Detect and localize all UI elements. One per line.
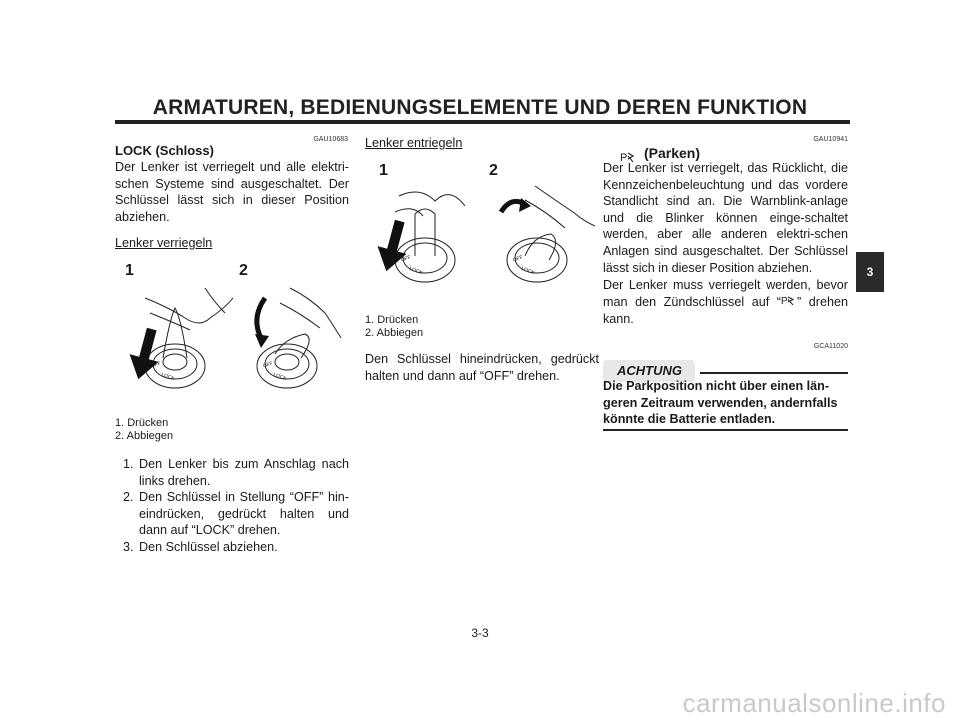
lock-steps-list [115, 456, 349, 556]
page-title: ARMATUREN, BEDIENUNGSELEMENTE UND DEREN FUNKTION [152, 96, 808, 119]
page-number: 3-3 [471, 626, 489, 640]
dial-label-lock: LOCK [408, 265, 424, 277]
reference-code: GAU10683 [313, 136, 348, 143]
reference-code: GAU10941 [813, 136, 848, 143]
reference-code: GCA11020 [813, 343, 848, 350]
figure-unlock-steering [365, 156, 599, 308]
dial-label-off: OFF [150, 360, 162, 370]
achtung-rule [700, 372, 848, 374]
section-heading-parken: (Parken) [644, 145, 701, 161]
dial-label-off: OFF [512, 254, 524, 264]
press-arrow [372, 217, 414, 275]
dial-label-lock: LOCK [160, 371, 176, 383]
ignition-switch-right [257, 288, 341, 388]
parking-icon [781, 294, 797, 311]
figure-caption: 1. Drücken [115, 417, 169, 429]
lock-description: Der Lenker ist verriegelt und alle elektri-schen Systeme sind ausgeschaltet. Der Schlüssel lässt sich in dieser Position abziehen. [115, 160, 349, 224]
unlock-description: Den Schlüssel hineindrücken, gedrückt halten und dann auf “OFF” drehen. [365, 352, 599, 383]
watermark: carmanualsonline.info [682, 688, 946, 718]
figure-caption: 2. Abbiegen [365, 327, 424, 339]
achtung-label: ACHTUNG [617, 363, 682, 378]
subheading-lenker-entriegeln: Lenker entriegeln [365, 136, 463, 150]
dial-label-off: OFF [400, 254, 412, 264]
list-item: 3. Den Schlüssel abziehen. [123, 539, 278, 554]
figure-label-1: 1 [379, 162, 388, 179]
ignition-switch-left [145, 288, 233, 388]
dial-label-lock: LOCK [272, 371, 288, 383]
ignition-switch-left [395, 192, 465, 282]
warning-text: Die Parkposition nicht über einen län-geren Zeitraum verwenden, andernfalls könnte die Batterie entladen. [603, 379, 838, 427]
list-item: 2. Den Schlüssel in Stellung “OFF” hin-eindrücken, gedrückt halten und dann auf “LOCK” drehen. [123, 490, 349, 538]
svg-text:P: P [781, 295, 788, 306]
warning-rule [603, 429, 848, 431]
figure-label-2: 2 [489, 162, 498, 179]
ignition-illustration-2 [365, 156, 599, 308]
chapter-tab: 3 [856, 252, 884, 292]
figure-label-2: 2 [239, 262, 248, 279]
parken-note: Der Lenker muss verriegelt werden, bevor man den Zündschlüssel auf “ P ” drehen kann. [603, 278, 848, 326]
figure-label-1: 1 [125, 262, 134, 279]
subheading-lenker-verriegeln: Lenker verriegeln [115, 236, 213, 250]
dial-label-off: OFF [262, 360, 274, 370]
dial-label-lock: LOCK [520, 265, 536, 277]
figure-lock-steering [115, 258, 349, 418]
svg-text:P: P [620, 152, 628, 163]
list-item: 1. Den Lenker bis zum Anschlag nach links drehen. [123, 457, 349, 488]
parken-description: Der Lenker ist verriegelt, das Rücklicht, die Kennzeichenbeleuchtung und das vordere Standlicht sind an. Die Warnblink-anlage und die Blinker können einge-schaltet werden, aber alle anderen elektri-schen Anlagen sind ausgeschaltet. Der Schlüssel lässt sich in dieser Position abziehen. [603, 161, 848, 275]
header-rule [115, 120, 850, 124]
ignition-illustration-1 [115, 258, 349, 418]
turn-arrow [257, 298, 265, 338]
figure-caption: 2. Abbiegen [115, 430, 174, 442]
section-heading-lock: LOCK (Schloss) [115, 143, 214, 158]
figure-caption: 1. Drücken [365, 314, 419, 326]
